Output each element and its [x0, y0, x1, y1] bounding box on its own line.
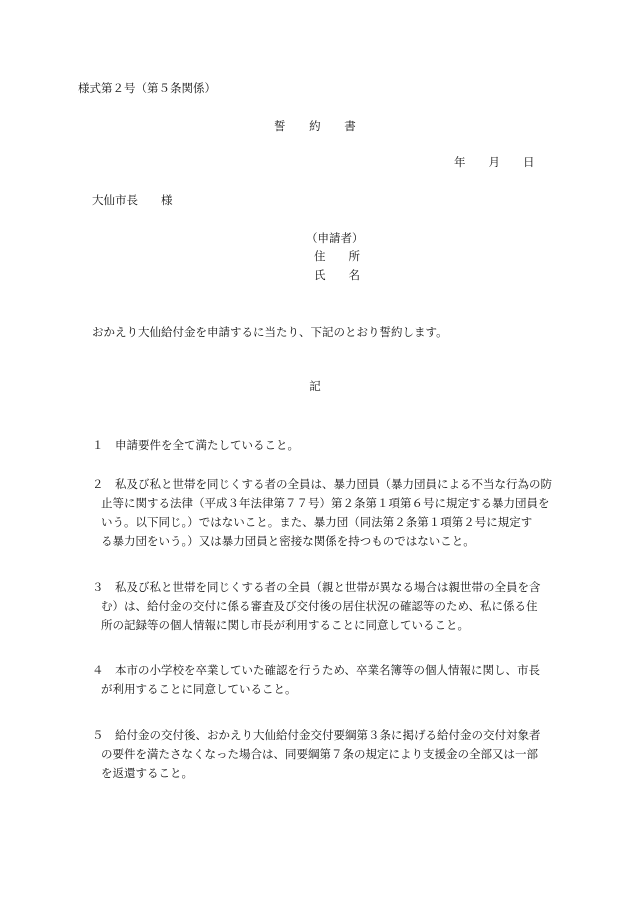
form-number: 様式第２号（第５条関係） [78, 81, 216, 95]
date-line: 年 月 日 [454, 155, 535, 169]
applicant-address-label: 住 所 [314, 249, 360, 263]
pledge-item-line: １ 申請要件を全て満たしていること。 [92, 438, 299, 452]
pledge-item-line: 止等に関する法律（平成３年法律第７７号）第２条第１項第６号に規定する暴力団員を [101, 496, 550, 510]
pledge-item-line: ２ 私及び私と世帯を同じくする者の全員は、暴力団員（暴力団員による不当な行為の防 [92, 477, 552, 491]
pledge-item-line: いう。以下同じ。）ではないこと。また、暴力団（同法第２条第１項第２号に規定す [101, 515, 533, 529]
pledge-item-line: が利用することに同意していること。 [101, 682, 297, 696]
pledge-item-line: む）は、給付金の交付に係る審査及び交付後の居住状況の確認等のため、私に係る住 [101, 598, 538, 613]
pledge-item [92, 578, 554, 635]
applicant-name-label: 氏 名 [314, 268, 360, 282]
pledge-items [92, 436, 554, 809]
pledge-item-line: る暴力団をいう。）又は暴力団員と密接な関係を持つものではないこと。 [101, 534, 475, 548]
pledge-item [92, 436, 554, 455]
pledge-item [92, 475, 554, 551]
pledge-item [92, 726, 554, 783]
pledge-item-line: ５ 給付金の交付後、おかえり大仙給付金交付要綱第３条に掲げる給付金の交付対象者 [92, 727, 541, 742]
document-title: 誓 約 書 [274, 119, 356, 133]
ki-heading: 記 [309, 379, 321, 393]
pledge-item-line: ３ 私及び私と世帯を同じくする者の全員（親と世帯が異なる場合は親世帯の全員を含 [92, 579, 541, 594]
pledge-item-line: ４ 本市の小学校を卒業していた確認を行うため、卒業名簿等の個人情報に関し、市長 [92, 663, 541, 677]
intro-statement: おかえり大仙給付金を申請するに当たり、下記のとおり誓約します。 [92, 325, 448, 339]
addressee: 大仙市長 様 [92, 193, 173, 207]
pledge-item [92, 661, 554, 699]
applicant-heading: （申請者） [306, 231, 364, 245]
pledge-item-line: を返還すること。 [101, 765, 193, 780]
pledge-item-line: の要件を満たさなくなった場合は、同要綱第７条の規定により支援金の全部又は一部 [101, 746, 538, 761]
pledge-item-line: 所の記録等の個人情報に関し市長が利用することに同意していること。 [101, 617, 469, 632]
